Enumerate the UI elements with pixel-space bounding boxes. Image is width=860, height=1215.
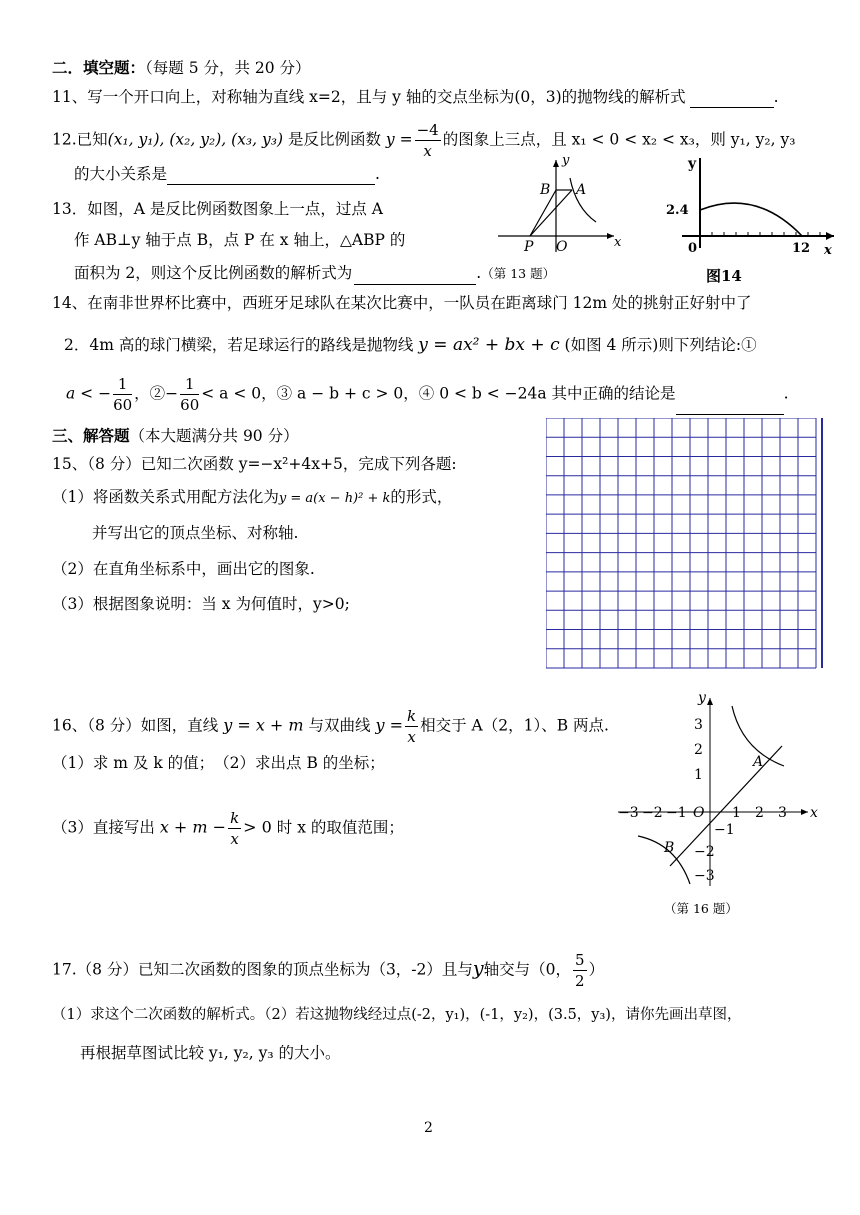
q12-func-lhs: y = xyxy=(385,130,413,149)
fig14-x-label: x xyxy=(824,243,832,258)
q11-answer-blank[interactable] xyxy=(690,89,774,108)
q12-line2: 的大小关系是 xyxy=(74,165,168,183)
q17-line1a: 17.（8 分）已知二次函数的图象的顶点坐标为（3，-2）且与 xyxy=(52,960,473,979)
q13-answer-blank[interactable] xyxy=(354,266,476,285)
q17-fraction xyxy=(573,950,587,991)
q13-line3: 面积为 2，则这个反比例函数的解析式为 xyxy=(74,264,353,282)
q17-part1: （1）求这个二次函数的解析式。（2）若这抛物线经过点(-2，y₁)，(-1，y₂)，(3.5，y₃)，请你先画出草图， xyxy=(52,1007,742,1023)
q14-line1: 14、在南非世界杯比赛中，西班牙足球队在某次比赛中，一队员在距离球门 12m 处的挑射正好射中了 xyxy=(52,294,752,312)
q16-k-num: k xyxy=(407,707,417,725)
q16-ineq-num: k xyxy=(230,809,240,827)
section2-title: 二．填空题： xyxy=(52,58,146,77)
q14-frac2-num: 1 xyxy=(180,374,199,395)
q13-caption: （第 13 题） xyxy=(481,266,556,281)
fig16-ytick-m2: −2 xyxy=(694,844,715,860)
fig16-label-b: B xyxy=(664,840,675,856)
q14-frac1 xyxy=(113,374,132,415)
fig16-ytick-m3: −3 xyxy=(694,868,715,884)
fig16-xtick-2: 2 xyxy=(755,805,764,821)
q16-ineq-lhs: x + m − xyxy=(159,817,227,837)
fig14-y-label: y xyxy=(688,156,697,172)
q15-part3: （3）根据图象说明：当 x 为何值时，y>0; xyxy=(52,595,350,613)
fig16-label-a: A xyxy=(753,754,764,770)
q12-mid: 是反比例函数 xyxy=(287,130,381,149)
question-14-line2 xyxy=(64,334,757,356)
fig13-x-label: x xyxy=(614,235,622,250)
fig16-xtick-m1: −1 xyxy=(666,805,687,821)
q17-frac-num: 5 xyxy=(575,951,585,969)
fig16-x-label: x xyxy=(810,805,818,821)
fig13-y-label: y xyxy=(562,153,570,168)
fig13-y-arrow xyxy=(553,160,559,167)
figure-14 xyxy=(666,150,840,286)
question-16-part3 xyxy=(52,808,404,849)
q16-part3e: 时 x 的取值范围； xyxy=(276,818,404,837)
figure-13 xyxy=(492,152,632,262)
fig16-ytick-m1: −1 xyxy=(714,822,735,838)
fig16-xtick-1: 1 xyxy=(732,805,741,821)
q16-k-frac xyxy=(405,706,418,747)
fig16-xtick-m2: −2 xyxy=(642,805,663,821)
fig14-caption: 图14 xyxy=(706,267,742,285)
q14-line2a: 2．4m 高的球门横梁，若足球运行的路线是抛物线 xyxy=(64,336,414,354)
fig14-twelve-label: 12 xyxy=(792,241,811,256)
section3-title: 三、解答题 xyxy=(52,426,130,445)
q17-part2: 再根据草图试比较 y₁, y₂, y₃ 的大小。 xyxy=(80,1044,341,1062)
question-12-line2: 的大小关系是 . xyxy=(74,165,380,183)
section2-heading xyxy=(52,57,311,79)
fig13-x-arrow xyxy=(607,233,614,239)
q12-answer-blank[interactable] xyxy=(167,166,375,185)
fig16-y-arrow xyxy=(707,698,713,705)
q11-text: 11、写一个开口向上，对称轴为直线 x=2，且与 y 轴的交点坐标为(0，3)的抛物线的解析式 xyxy=(52,88,686,106)
q17-line1b: 轴交与（0， xyxy=(483,960,572,979)
fig16-xtick-m3: −3 xyxy=(618,805,639,821)
q14-answer-blank[interactable] xyxy=(676,396,784,415)
q12-numerator: −4 xyxy=(416,121,439,139)
q14-frac2-den: 60 xyxy=(180,396,200,414)
question-13-line3: 面积为 2，则这个反比例函数的解析式为 .（第 13 题） xyxy=(74,262,555,285)
fig13-label-o: O xyxy=(556,239,568,255)
q15-line1: 15、（8 分）已知二次函数 y=−x²+4x+5，完成下列各题: xyxy=(52,455,457,473)
section2-note: （每题 5 分，共 20 分） xyxy=(145,59,311,77)
fig16-ytick-2: 2 xyxy=(694,742,703,758)
q15-part2: （2）在直角坐标系中，画出它的图象. xyxy=(52,560,315,578)
fig14-parabola xyxy=(700,203,802,236)
q16-hyperbola-lhs: y = xyxy=(375,715,404,735)
q16-ineq-den: x xyxy=(230,830,239,848)
q14-frac1-num: 1 xyxy=(113,374,132,395)
fig13-label-p: P xyxy=(524,239,534,255)
q16-line1c: 与双曲线 xyxy=(308,716,371,735)
q12-denominator: x xyxy=(423,142,432,160)
q13-line2: 作 AB⊥y 轴于点 B，点 P 在 x 轴上，△ABP 的 xyxy=(74,231,406,249)
section3-note: （本大题满分共 90 分） xyxy=(129,427,299,445)
question-16-line1 xyxy=(52,706,609,747)
fig16-xtick-3: 3 xyxy=(778,805,787,821)
q14-line2c: (如图 4 所示)则下列结论:① xyxy=(564,336,757,354)
fig16-ytick-1: 1 xyxy=(694,767,703,783)
q14-option2: ，②− xyxy=(134,384,179,403)
question-11: 11、写一个开口向上，对称轴为直线 x=2，且与 y 轴的交点坐标为(0，3)的抛物线的解析式 . xyxy=(52,88,779,106)
fig16-line xyxy=(670,746,782,866)
page-number: 2 xyxy=(424,1120,433,1136)
q16-line1a: 16、（8 分）如图，直线 xyxy=(52,716,219,735)
q17-y-var: y xyxy=(472,957,484,980)
q16-ineq-rhs: > 0 xyxy=(243,817,272,837)
q15-part1d: 并写出它的顶点坐标、对称轴. xyxy=(92,524,299,542)
fig14-value-label: 2.4 xyxy=(666,203,689,218)
q15-part1 xyxy=(52,486,452,510)
fig14-x-arrow xyxy=(826,232,834,240)
graph-grid[interactable] xyxy=(546,418,826,670)
fig16-ytick-3: 3 xyxy=(694,717,703,733)
fig13-label-a: A xyxy=(576,182,587,198)
fig13-segment-pa xyxy=(530,190,572,236)
q15-part1a: （1）将函数关系式用配方法化为 xyxy=(52,488,279,506)
q14-frac1-den: 60 xyxy=(113,396,133,414)
q12-condition: 的图象上三点，且 x₁ < 0 < x₂ < x₃，则 y₁, y₂, y₃ xyxy=(442,130,796,149)
q16-parts12: （1）求 m 及 k 的值； （2）求出点 B 的坐标； xyxy=(52,754,385,772)
q16-caption: （第 16 题） xyxy=(664,901,738,916)
fig16-x-arrow xyxy=(801,809,808,815)
fig13-label-b: B xyxy=(540,182,551,198)
q17-line1c: ） xyxy=(588,960,605,979)
q16-line-eq: y = x + m xyxy=(223,715,304,735)
q16-ineq-frac xyxy=(228,808,241,849)
q16-line1e: 相交于 A（2，1）、B 两点. xyxy=(420,716,609,735)
q16-k-den: x xyxy=(407,728,416,746)
q16-part3a: （3）直接写出 xyxy=(52,818,155,837)
q15-part1c: 的形式， xyxy=(390,488,453,506)
fig14-zero-label: 0 xyxy=(688,241,698,256)
question-17-line1 xyxy=(52,950,604,991)
q13-line1: 13．如图，A 是反比例函数图象上一点，过点 A xyxy=(52,200,383,218)
figure-16 xyxy=(612,686,822,914)
fig16-origin-label: O xyxy=(693,805,705,821)
q14-frac2 xyxy=(180,374,199,415)
q12-prefix: 12.已知 xyxy=(52,130,108,149)
section3-heading xyxy=(52,425,299,447)
q14-equation: y = ax² + bx + c xyxy=(418,335,560,355)
q12-points: (x₁, y₁), (x₂, y₂), (x₃, y₃) xyxy=(107,130,283,149)
q14-option1: a < − xyxy=(66,384,112,403)
q14-options34: < a < 0，③ a − b + c > 0，④ 0 < b < −24a 其中正确的结论是 xyxy=(201,384,676,403)
question-14-line3: a < − $\frac{1}{60}$ ，②− $\frac{1}{60}$ < a < 0，③ a − b + c > 0，④ 0 < b < −24a 其中正确的结论是 . xyxy=(66,375,789,414)
fig16-y-label: y xyxy=(698,690,706,706)
q17-frac-den: 2 xyxy=(575,972,585,990)
q12-fraction xyxy=(415,120,441,161)
q15-vertex-form: y = a(x − h)² + k xyxy=(278,491,391,506)
